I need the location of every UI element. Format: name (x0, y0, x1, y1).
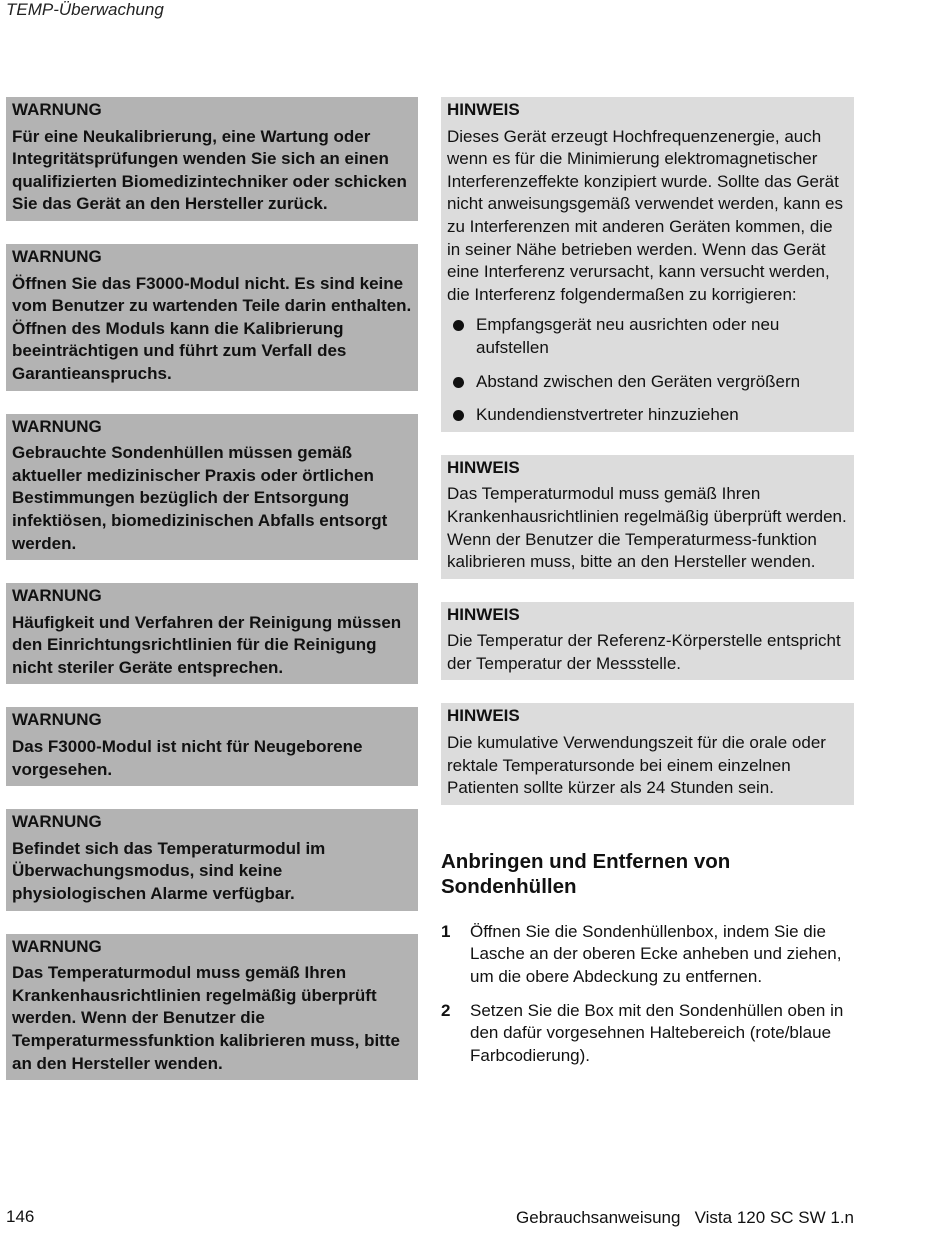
warning-text: Häufigkeit und Verfahren der Reinigung müssen den Einrichtungsrichtlinien für die Reinigung nicht steriler Geräte entsprechen. (12, 612, 402, 677)
note-text: Die kumulative Verwendungszeit für die orale oder rektale Temperatursonde bei einem einzelnen Patienten sollte kürzer als 24 Stunden sein. (447, 733, 826, 798)
bullet-icon (453, 410, 464, 421)
note-text: Dieses Gerät erzeugt Hochfrequenzenergie, auch wenn es für die Minimierung elektromagnetischer Interferenzeffekte konzipiert wurde. Sollte das Gerät nicht anweisungsgemäß verwendet werden, kann es zu Interferenzen mit anderen Geräten kommen, die in seiner Nähe betrieben werden. Wenn das Gerät eine Interferenz verursacht, kann versucht werden, die Interferenz folgendermaßen zu korrigieren: (447, 126, 843, 304)
running-head: TEMP-Überwachung (6, 0, 164, 19)
warning-title: WARNUNG (12, 812, 102, 832)
bullet-icon (453, 320, 464, 331)
note-title: HINWEIS (447, 100, 520, 119)
steps-list (441, 921, 854, 1068)
warning-title: WARNUNG (12, 936, 102, 956)
warning-box (6, 934, 418, 1081)
warning-text: Das Temperaturmodul muss gemäß Ihren Krankenhausrichtlinien regelmäßig überprüft werden. Wenn der Benutzer die Temperaturmessfunktion kalibrieren muss, bitte an den Hersteller wenden. (12, 963, 400, 1073)
warning-box (6, 97, 418, 221)
note-box (441, 455, 854, 579)
warning-text: Befindet sich das Temperaturmodul im Überwachungsmodus, sind keine physiologischen Alarme verfügbar. (12, 838, 326, 904)
note-box (441, 703, 854, 804)
warning-text: Für eine Neukalibrierung, eine Wartung oder Integritätsprüfungen wenden Sie sich an einen qualifizierten Biomedizintechniker oder schicken Sie das Gerät an den Hersteller zurück. (12, 126, 407, 214)
bullet-text: Abstand zwischen den Geräten vergrößern (476, 371, 801, 391)
list-item (447, 314, 848, 359)
step-item (441, 921, 854, 989)
note-title: HINWEIS (447, 604, 520, 624)
note-bullet-list (447, 314, 848, 426)
page-number: 146 (6, 1207, 35, 1226)
step-item (441, 1000, 854, 1068)
note-text: Das Temperaturmodul muss gemäß Ihren Krankenhausrichtlinien regelmäßig überprüft werden. Wenn der Benutzer die Temperaturmess-funktion kalibrieren muss, bitte an den Hersteller wenden. (447, 484, 847, 572)
warning-title: WARNUNG (12, 246, 102, 266)
step-number: 1 (441, 921, 451, 941)
note-box (441, 97, 854, 432)
warning-text: Gebrauchte Sondenhüllen müssen gemäß aktueller medizinischer Praxis oder örtlichen Bestimmungen bezüglich der Entsorgung infektiösen, biomedizinischen Abfalls entsorgt werden. (12, 443, 388, 553)
warning-box (6, 244, 418, 391)
warnings-column (6, 97, 418, 1103)
warning-text: Das F3000-Modul ist nicht für Neugeborene vorgesehen. (12, 737, 363, 779)
warning-box (6, 707, 418, 786)
step-text: Öffnen Sie die Sondenhüllenbox, indem Sie die Lasche an der oberen Ecke anheben und ziehen, um die obere Abdeckung zu entfernen. (470, 921, 842, 987)
warning-box (6, 414, 418, 561)
note-box (441, 602, 854, 681)
bullet-text: Kundendienstvertreter hinzuziehen (476, 405, 739, 425)
bullet-text: Empfangsgerät neu ausrichten oder neu aufstellen (476, 315, 780, 357)
note-text: Die Temperatur der Referenz-Körperstelle entspricht der Temperatur der Messstelle. (447, 631, 841, 673)
warning-title: WARNUNG (12, 710, 102, 730)
note-title: HINWEIS (447, 457, 520, 477)
step-text: Setzen Sie die Box mit den Sondenhüllen oben in den dafür vorgesehnen Haltebereich (rote/blaue Farbcodierung). (470, 1000, 844, 1065)
section-title: Anbringen und Entfernen von Sondenhüllen (441, 849, 731, 898)
warning-box (6, 809, 418, 910)
note-title: HINWEIS (447, 706, 520, 726)
warning-title: WARNUNG (12, 586, 102, 606)
list-item (447, 371, 848, 394)
document-title: Gebrauchsanweisung Vista 120 SC SW 1.n (516, 1208, 854, 1227)
step-number: 2 (441, 1000, 451, 1020)
notes-column (441, 97, 854, 1078)
warning-box (6, 583, 418, 684)
warning-text: Öffnen Sie das F3000-Modul nicht. Es sind keine vom Benutzer zu wartenden Teile darin enthalten. Öffnen des Moduls kann die Kalibrierung beeinträchtigen und führt zum Verfall des Garantieanspruchs. (12, 273, 412, 383)
bullet-icon (453, 377, 464, 388)
warning-title: WARNUNG (12, 416, 102, 436)
list-item (447, 404, 848, 427)
warning-title: WARNUNG (12, 100, 102, 119)
